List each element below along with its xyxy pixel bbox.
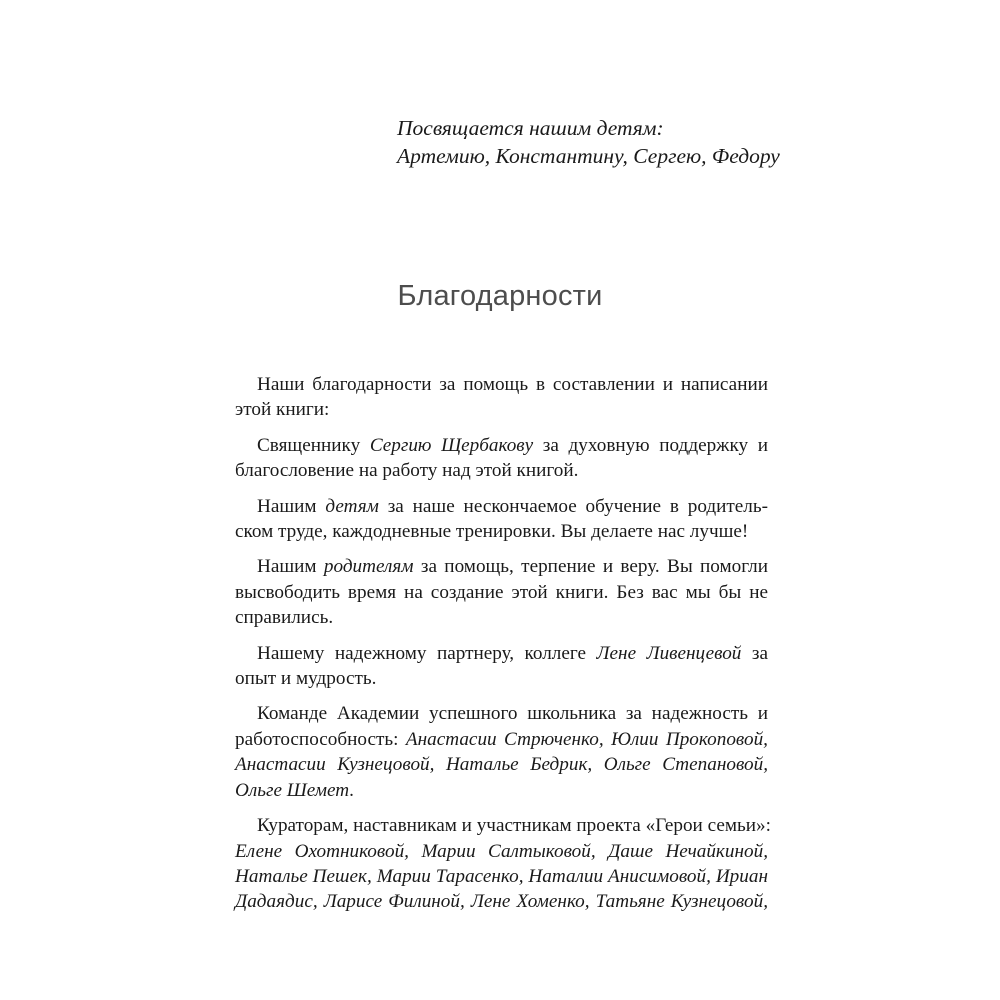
section-heading: Благодарности (397, 280, 603, 312)
paragraph-7-line-4: Дадаядис, Ларисе Филиной, Лене Хоменко, Татьяне Кузнецовой, (235, 891, 768, 913)
paragraph-6 (235, 701, 768, 803)
paragraph-2-text-c: за духовную поддержку и (533, 434, 768, 456)
paragraph-3-text-a: Нашим (257, 495, 326, 517)
paragraph-2 (235, 433, 768, 484)
paragraph-2-text-a: Священнику (257, 434, 370, 456)
paragraph-7-line-2: Елене Охотниковой, Марии Салтыковой, Даше Нечайкиной, (235, 840, 768, 862)
dedication (397, 114, 817, 170)
paragraph-6-line-1: Команде Академии успешного школьника за надежность и (257, 703, 768, 725)
paragraph-7 (235, 813, 771, 915)
paragraph-4-line-1 (235, 554, 768, 579)
paragraph-3 (235, 494, 768, 545)
paragraph-4-line-3: справились. (235, 607, 334, 629)
paragraph-5-line-2: опыт и мудрость. (235, 668, 377, 690)
paragraph-1 (235, 372, 768, 423)
paragraph-2-name: Сергию Щербакову (369, 434, 534, 456)
paragraph-7-line-3: Наталье Пешек, Марии Тарасенко, Наталии Анисимовой, Ириан (235, 865, 768, 887)
paragraph-6-line-2 (235, 727, 768, 752)
paragraph-5-text-c: за (741, 642, 768, 664)
paragraph-3-text-c: за наше нескончаемое обучение в родитель- (378, 495, 769, 517)
paragraph-5-line-1 (235, 641, 768, 666)
paragraph-1-line-2: этой книги: (235, 399, 330, 421)
paragraph-4-line-2: высвободить время на создание этой книги. Без вас мы бы не (235, 581, 768, 603)
paragraph-3-emphasis: детям (325, 495, 379, 517)
paragraph-5-name: Лене Ливенцевой (596, 642, 742, 664)
paragraph-3-line-1 (235, 494, 768, 519)
paragraph-6-period: . (349, 779, 354, 801)
paragraph-2-line-1 (235, 433, 768, 458)
paragraph-4 (235, 554, 768, 630)
paragraph-6-line-4 (235, 778, 768, 803)
paragraph-4-text-c: за помощь, терпение и веру. Вы помогли (413, 556, 769, 578)
dedication-line-1: Посвящается нашим детям: (397, 116, 664, 140)
paragraph-1-line-1: Наши благодарности за помощь в составлении и написании (257, 374, 768, 395)
paragraph-5-text-a: Нашему надежному партнеру, коллеге (257, 642, 597, 664)
acknowledgements-body (235, 372, 771, 925)
paragraph-6-names-b: Ольге Шемет (235, 779, 350, 801)
paragraph-5 (235, 641, 768, 692)
paragraph-4-text-a: Нашим (257, 556, 324, 578)
paragraph-4-emphasis: родителям (323, 556, 414, 578)
paragraph-6-text-a: работоспособность: (235, 728, 406, 750)
paragraph-2-line-2: благословение на работу над этой книгой. (235, 460, 579, 482)
dedication-line-2: Артемию, Константину, Сергею, Федору (397, 144, 780, 168)
paragraph-6-line-3: Анастасии Кузнецовой, Наталье Бедрик, Ольге Степановой, (235, 754, 768, 776)
paragraph-6-names-a: Анастасии Стрюченко, Юлии Прокоповой, (405, 728, 768, 750)
paragraph-3-line-2: ском труде, каждодневные тренировки. Вы делаете нас лучше! (235, 521, 749, 543)
paragraph-7-line-1: Кураторам, наставникам и участникам проекта «Герои семьи»: (257, 815, 771, 837)
